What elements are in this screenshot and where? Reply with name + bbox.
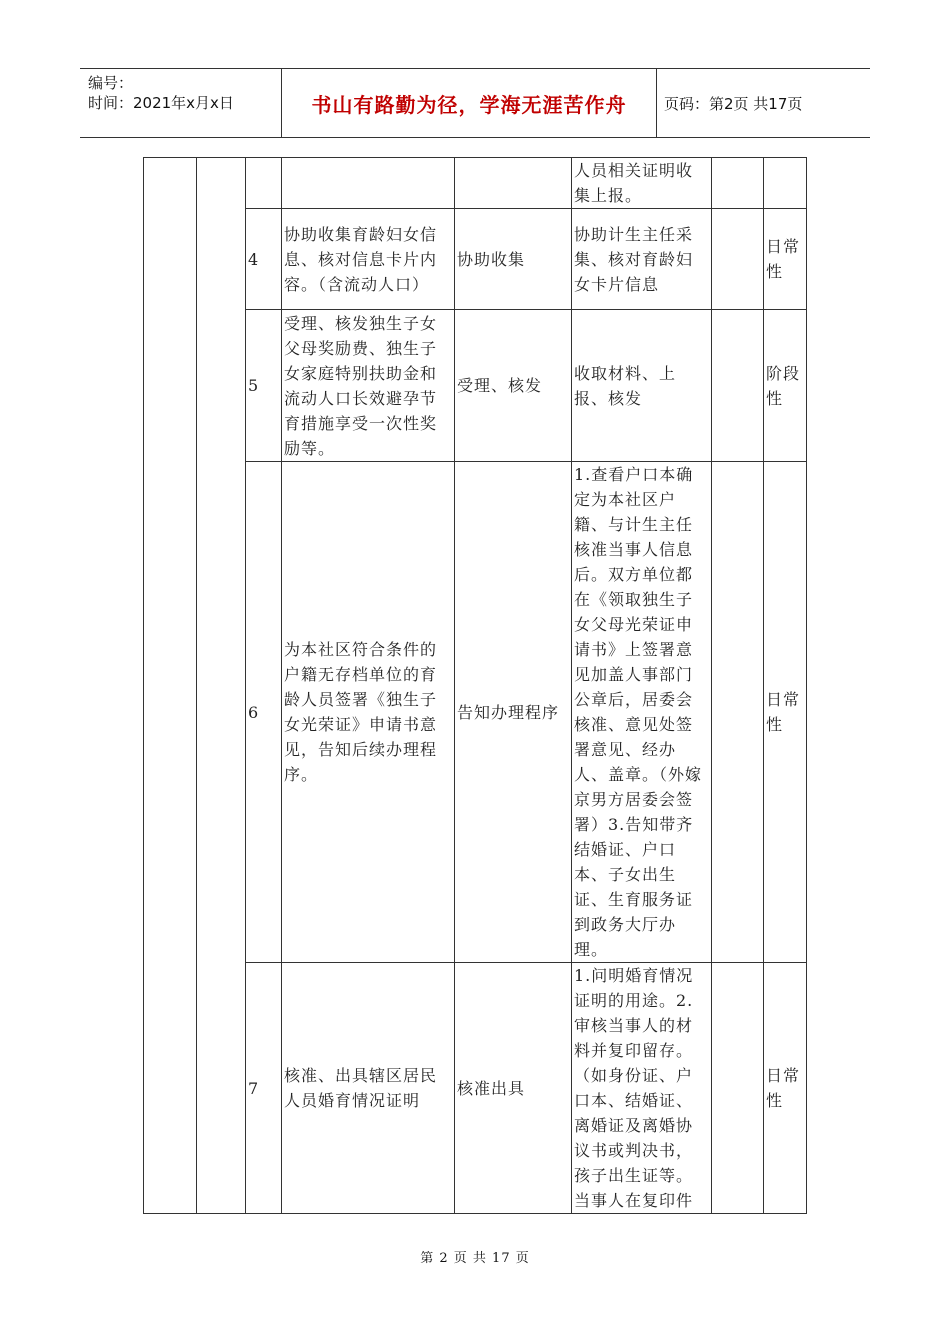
method-cell: 告知办理程序 [455, 462, 572, 963]
item-cell: 受理、核发独生子女父母奖励费、独生子女家庭特别扶助金和流动人口长效避孕节育措施享受一次性奖励等。 [282, 310, 455, 462]
type-cell: 日常性 [764, 209, 807, 310]
type-cell [764, 158, 807, 209]
type-cell: 阶段性 [764, 310, 807, 462]
method-cell: 受理、核发 [455, 310, 572, 462]
detail-cell: 1.查看户口本确定为本社区户籍、与计生主任核准当事人信息后。双方单位都在《领取独生子女父母光荣证申请书》上签署意见加盖人事部门公章后，居委会核准、意见处签署意见、经办人、盖章。（外嫁京男方居委会签署）3.告知带齐结婚证、户口本、子女出生证、生育服务证到政务大厅办理。 [572, 462, 712, 963]
blank-cell [712, 209, 764, 310]
row-number: 6 [246, 462, 282, 963]
header-motto: 书山有路勤为径，学海无涯苦作舟 [311, 92, 627, 117]
detail-cell: 人员相关证明收集上报。 [572, 158, 712, 209]
table-row [144, 158, 807, 209]
item-cell: 协助收集育龄妇女信息、核对信息卡片内容。（含流动人口） [282, 209, 455, 310]
method-cell [455, 158, 572, 209]
page-footer: 第 2 页 共 17 页 [420, 1251, 530, 1266]
header-page-label: 页码：第2页 共17页 [664, 94, 803, 113]
type-cell: 日常性 [764, 963, 807, 1214]
item-cell [282, 158, 455, 209]
duty-table [143, 157, 807, 1214]
row-number [246, 158, 282, 209]
detail-cell: 收取材料、上报、核发 [572, 310, 712, 462]
page-header [80, 68, 870, 138]
method-cell: 协助收集 [455, 209, 572, 310]
document-number-label: 编号： [88, 74, 134, 92]
item-cell: 为本社区符合条件的户籍无存档单位的育龄人员签署《独生子女光荣证》申请书意见，告知后续办理程序。 [282, 462, 455, 963]
header-meta [88, 73, 234, 113]
row-number: 5 [246, 310, 282, 462]
document-time-label: 时间：2021年x月x日 [88, 94, 234, 112]
detail-cell: 协助计生主任采集、核对育龄妇女卡片信息 [572, 209, 712, 310]
blank-cell [712, 158, 764, 209]
item-cell: 核准、出具辖区居民人员婚育情况证明 [282, 963, 455, 1214]
row-number: 4 [246, 209, 282, 310]
row-number: 7 [246, 963, 282, 1214]
detail-cell: 1.问明婚育情况证明的用途。2.审核当事人的材料并复印留存。（如身份证、户口本、结婚证、离婚证及离婚协议书或判决书，孩子出生证等。当事人在复印件 [572, 963, 712, 1214]
blank-cell [712, 963, 764, 1214]
header-divider [656, 69, 657, 137]
method-cell: 核准出具 [455, 963, 572, 1214]
type-cell: 日常性 [764, 462, 807, 963]
category-cell [144, 158, 197, 1214]
blank-cell [712, 310, 764, 462]
subcategory-cell [197, 158, 246, 1214]
blank-cell [712, 462, 764, 963]
